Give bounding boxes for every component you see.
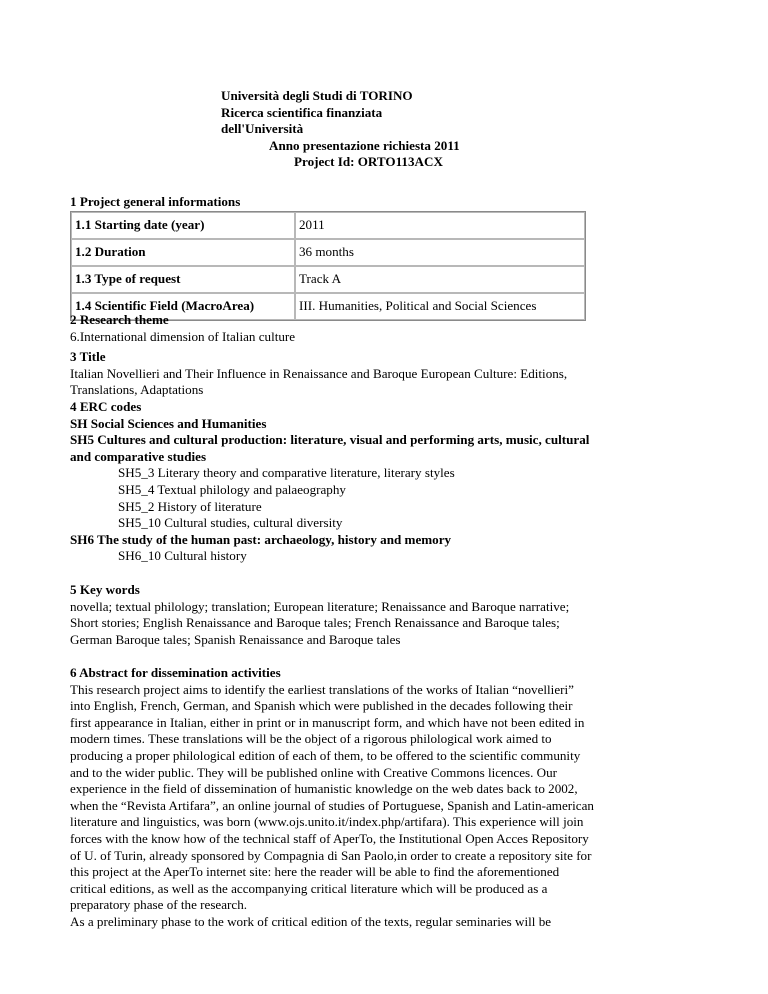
funding-line: Ricerca scientifica finanziata bbox=[221, 104, 383, 120]
abstract-line: forces with the know how of the technical staff of AperTo, the Institutional Open Acces Repository bbox=[70, 830, 589, 846]
abstract-line: This research project aims to identify the earliest translations of the works of Italian “novellieri” bbox=[70, 681, 574, 697]
request-type-value: Track A bbox=[295, 266, 585, 293]
erc-sh5-line-1: SH5 Cultures and cultural production: literature, visual and performing arts, music, cultural bbox=[70, 432, 590, 448]
request-type-label: 1.3 Type of request bbox=[71, 266, 295, 293]
section-2 bbox=[70, 312, 730, 345]
section-3-title: 3 Title bbox=[70, 349, 106, 364]
abstract-line: and to the wider public. They will be published online with Creative Commons licences. Our bbox=[70, 764, 558, 780]
abstract-line: experience in the field of dissemination of humanistic knowledge on the web dates back to 2002, bbox=[70, 781, 578, 797]
section-2-title: 2 Research theme bbox=[70, 312, 169, 327]
abstract-line: this project at the AperTo internet site: here the reader will be able to find the aforementioned bbox=[70, 864, 560, 880]
section-5 bbox=[70, 582, 730, 648]
erc-code-item: SH5_2 History of literature bbox=[118, 498, 262, 514]
erc-code-item: SH6_10 Cultural history bbox=[118, 548, 247, 564]
erc-code-item: SH5_4 Textual philology and palaeography bbox=[118, 481, 346, 497]
keywords-line: novella; textual philology; translation; European literature; Renaissance and Baroque narrative; bbox=[70, 598, 570, 614]
section-6 bbox=[70, 665, 730, 931]
section-1-title: 1 Project general informations bbox=[70, 194, 241, 209]
section-5-title: 5 Key words bbox=[70, 582, 140, 597]
starting-date-label: 1.1 Starting date (year) bbox=[71, 212, 295, 239]
university-name: Università degli Studi di TORINO bbox=[221, 88, 413, 103]
abstract-line: producing a proper philological edition of each of them, to be offered to the scientific community bbox=[70, 747, 581, 763]
abstract-line: modern times. These translations will be the object of a rigorous philological work aimed to bbox=[70, 731, 552, 747]
duration-value: 36 months bbox=[295, 239, 585, 266]
abstract-line: first appearance in Italian, either in print or in manuscript form, and which have not been edited in bbox=[70, 714, 585, 730]
scientific-field-value: III. Humanities, Political and Social Sciences bbox=[295, 293, 585, 320]
erc-code-item: SH5_3 Literary theory and comparative literature, literary styles bbox=[118, 465, 455, 481]
section-6-title: 6 Abstract for dissemination activities bbox=[70, 665, 281, 680]
section-3 bbox=[70, 349, 730, 399]
section-4 bbox=[70, 399, 730, 565]
submission-year: Anno presentazione richiesta 2011 bbox=[269, 137, 460, 153]
section-4-title: 4 ERC codes bbox=[70, 399, 142, 414]
project-info-table bbox=[70, 211, 586, 321]
abstract-line: critical editions, as well as the accompanying critical literature which will be produced as a bbox=[70, 880, 548, 896]
abstract-line: into English, French, German, and Spanish which were published in the decades following their bbox=[70, 698, 573, 714]
keywords-line: German Baroque tales; Spanish Renaissance and Baroque tales bbox=[70, 631, 401, 647]
table-row bbox=[71, 266, 585, 293]
erc-code-item: SH5_10 Cultural studies, cultural diversity bbox=[118, 515, 343, 531]
title-line-2: Translations, Adaptations bbox=[70, 382, 204, 398]
abstract-line: when the “Revista Artifara”, an online journal of studies of Portuguese, Spanish and Latin-american bbox=[70, 797, 594, 813]
abstract-line: literature and linguistics, was born (www.ojs.unito.it/index.php/artifara). This experience will join bbox=[70, 814, 584, 830]
funding-line-2: dell'Università bbox=[221, 121, 304, 136]
erc-sh5-line-2: and comparative studies bbox=[70, 448, 207, 464]
title-line-1: Italian Novellieri and Their Influence in Renaissance and Baroque European Culture: Editions, bbox=[70, 365, 568, 381]
table-row bbox=[71, 239, 585, 266]
project-id: Project Id: ORTO113ACX bbox=[294, 154, 443, 169]
document-header bbox=[221, 88, 641, 171]
erc-sh6: SH6 The study of the human past: archaeology, history and memory bbox=[70, 531, 452, 547]
abstract-line: As a preliminary phase to the work of critical edition of the texts, regular seminaries will be bbox=[70, 913, 552, 929]
erc-sh: SH Social Sciences and Humanities bbox=[70, 415, 267, 431]
starting-date-value: 2011 bbox=[295, 212, 585, 239]
keywords-line: Short stories; English Renaissance and Baroque tales; French Renaissance and Baroque tales; bbox=[70, 615, 560, 631]
table-row bbox=[71, 212, 585, 239]
abstract-line: preparatory phase of the research. bbox=[70, 897, 248, 913]
duration-label: 1.2 Duration bbox=[71, 239, 295, 266]
research-theme: 6.International dimension of Italian culture bbox=[70, 328, 296, 344]
scientific-field-label: 1.4 Scientific Field (MacroArea) bbox=[71, 293, 295, 320]
abstract-line: of U. of Turin, already sponsored by Compagnia di San Paolo,in order to create a repository site for bbox=[70, 847, 592, 863]
